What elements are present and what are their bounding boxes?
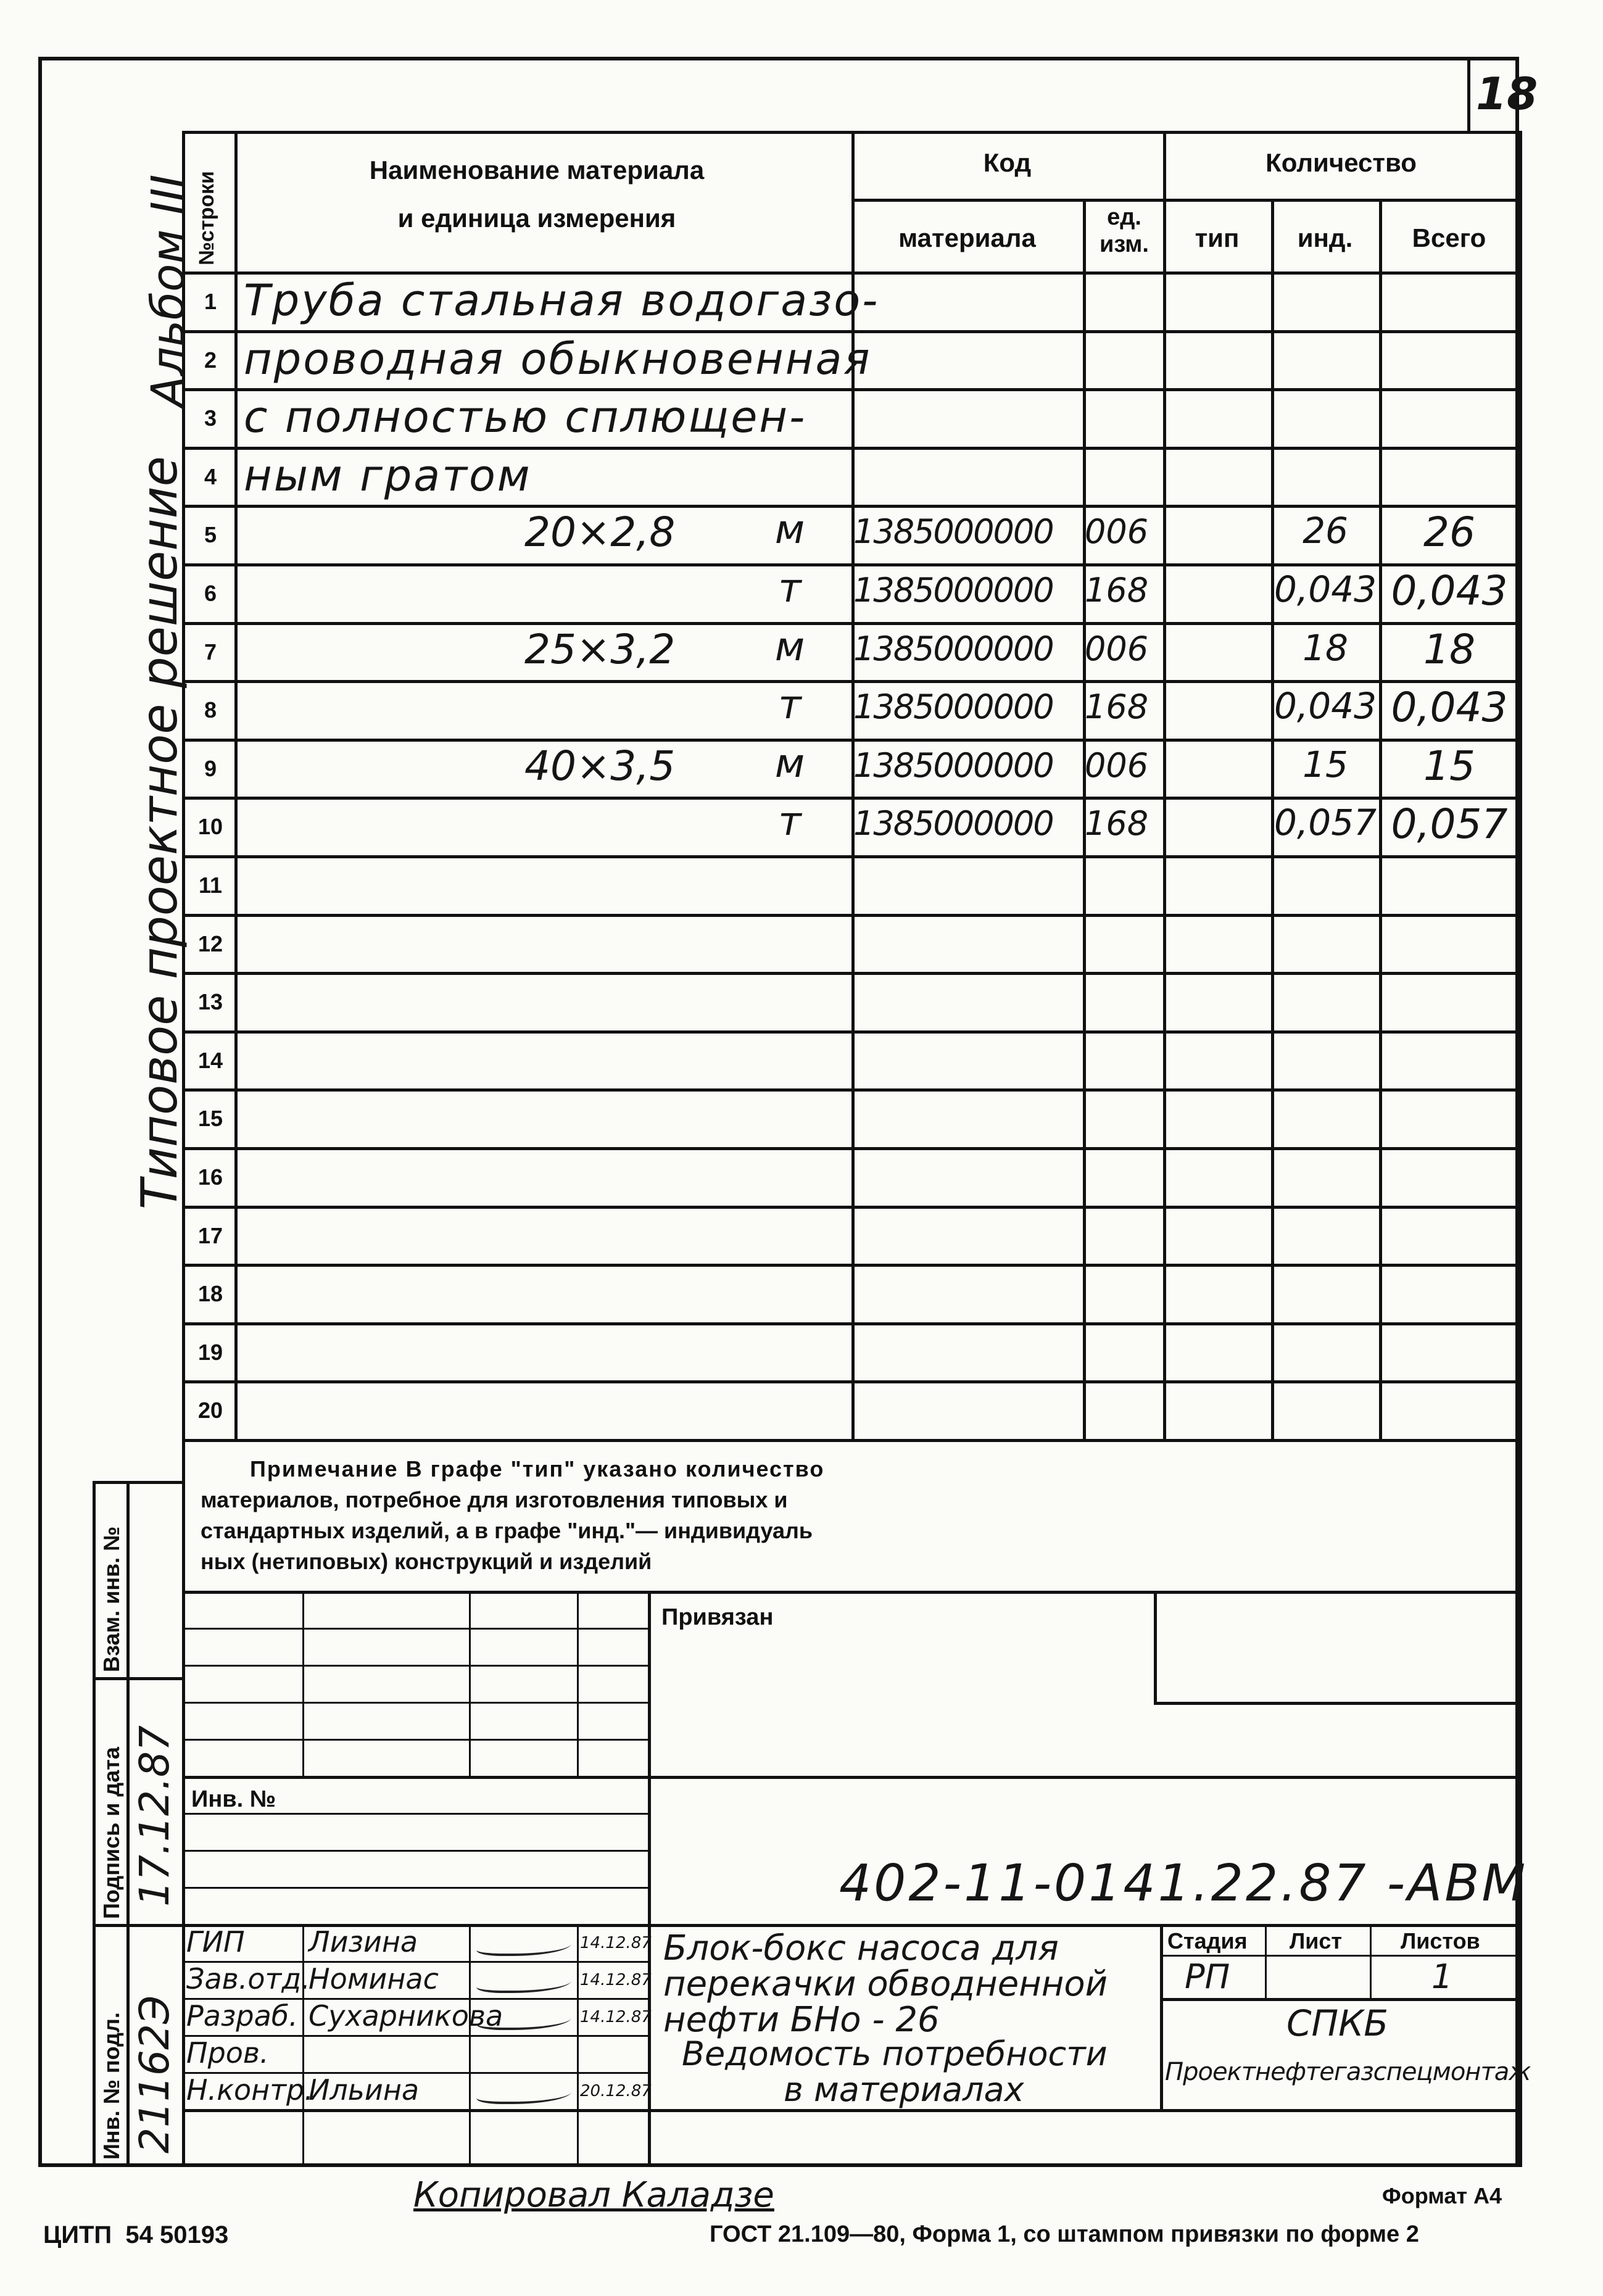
row-qty-total: 0,043 — [1391, 684, 1508, 732]
row-number: 12 — [197, 930, 223, 956]
stage-header: Стадия — [1167, 1928, 1248, 1954]
row-unit-code: 006 — [1085, 512, 1149, 552]
row-qty-total: 0,043 — [1391, 567, 1508, 615]
row-qty-ind: 0,043 — [1274, 685, 1377, 727]
row-line — [182, 797, 1519, 800]
table-bottom-line — [182, 1439, 1519, 1442]
col-line-unit — [1163, 131, 1166, 1439]
row-number: 20 — [197, 1398, 223, 1424]
row-unit-text: т — [778, 682, 802, 729]
title-line-5: в материалах — [784, 2070, 1024, 2109]
row-name: Труба стальная водогазо- — [244, 275, 880, 326]
vzam-inv-label: Взам. инв. № — [99, 1526, 124, 1672]
row-number: 15 — [197, 1106, 223, 1132]
sheet-header: Лист — [1290, 1928, 1343, 1954]
row-number: 8 — [204, 697, 217, 723]
row-number: 10 — [197, 814, 223, 840]
row-material-code: 1385000000 — [853, 629, 1053, 668]
row-line — [182, 914, 1519, 917]
row-unit-text: т — [778, 799, 802, 845]
row-line — [182, 563, 1519, 566]
note-line-1: Примечание В графе "тип" указано количество — [250, 1456, 825, 1482]
sheet-number: 18 — [1476, 68, 1538, 120]
sig-name: Сухарникова — [309, 1999, 503, 2033]
row-unit-text: т — [778, 566, 802, 611]
row-number: 7 — [204, 639, 217, 665]
row-line — [182, 1030, 1519, 1034]
sig-date: 14.12.87 — [580, 2008, 652, 2026]
row-unit-text: м — [774, 507, 805, 553]
sig-role: ГИП — [186, 1925, 245, 1958]
row-line — [182, 1147, 1519, 1150]
row-line — [182, 1264, 1519, 1267]
stage-col-2 — [1265, 1924, 1267, 1998]
stage-col-3 — [1370, 1924, 1372, 1998]
header-quantity: Количество — [1265, 148, 1417, 177]
row-qty-total: 15 — [1423, 742, 1475, 790]
side-stamp-h1 — [93, 1481, 182, 1484]
row-number: 14 — [197, 1047, 223, 1073]
sig-name: Номинас — [309, 1962, 439, 1996]
row-line — [182, 1088, 1519, 1092]
row-line — [182, 388, 1519, 391]
title-line-1: Блок-бокс насоса для — [663, 1928, 1059, 1968]
row-line — [182, 330, 1519, 333]
row-number: 1 — [204, 289, 217, 314]
row-number: 6 — [204, 581, 217, 606]
row-line — [182, 972, 1519, 975]
title-line-2: перекачки обводненной — [663, 1964, 1108, 2004]
row-line — [182, 447, 1519, 450]
sig-name: Лизина — [309, 1925, 418, 1958]
inv-no-label: Инв. № — [191, 1786, 276, 1812]
row-number: 18 — [197, 1281, 223, 1307]
row-line — [182, 1206, 1519, 1209]
row-line — [182, 505, 1519, 508]
stamp-v2 — [469, 1591, 471, 1776]
col-line-name — [851, 131, 855, 1439]
stamp-v4 — [648, 1591, 651, 2167]
row-dimensions: 20×2,8 — [524, 508, 676, 557]
stage-col-left — [1160, 1924, 1163, 2109]
sheets-value: 1 — [1431, 1957, 1453, 1996]
stage-value: РП — [1185, 1957, 1230, 1996]
inv-podl-value: 21162Э — [131, 1995, 178, 2153]
note-line-3: стандартных изделий, а в графе "инд."— индивидуаль — [201, 1518, 813, 1543]
copied-by: Копировал Каладзе — [413, 2175, 774, 2215]
stamp-h3 — [182, 1702, 648, 1704]
header-material: материала — [898, 223, 1036, 252]
header-code: Код — [983, 148, 1032, 177]
row-material-code: 1385000000 — [853, 687, 1053, 727]
table-top-line — [182, 131, 1519, 134]
row-qty-total: 18 — [1423, 625, 1475, 673]
row-name: с полностью сплющен- — [244, 392, 807, 443]
row-number: 16 — [197, 1164, 223, 1190]
inv-podl-label: Инв. № подл. — [99, 2012, 124, 2160]
side-stamp-outer — [93, 1481, 96, 2167]
sig-role: Пров. — [186, 2036, 269, 2070]
row-name: ным гратом — [244, 450, 532, 501]
stamp-v5 — [1154, 1591, 1157, 1702]
date-value: 17.12.87 — [131, 1725, 178, 1907]
row-line — [182, 680, 1519, 683]
stamp-v1 — [302, 1591, 304, 1776]
document-code: 402-11-0141.22.87 -АВМ — [839, 1854, 1528, 1913]
album-label: Альбом III — [142, 174, 195, 407]
row-unit-code: 168 — [1085, 571, 1149, 610]
org-name: СПКБ — [1286, 2002, 1389, 2044]
row-number: 4 — [204, 463, 217, 489]
row-number: 9 — [204, 755, 217, 781]
sig-date: 20.12.87 — [580, 2082, 652, 2100]
row-line — [182, 1322, 1519, 1325]
stamp-v3 — [577, 1591, 579, 1776]
sig-bottom — [182, 2109, 1519, 2112]
row-qty-total: 0,057 — [1391, 800, 1508, 848]
stamp-h5 — [182, 1776, 1519, 1779]
row-material-code: 1385000000 — [853, 745, 1053, 785]
header-bottom-line — [182, 271, 1519, 275]
stamp-h8 — [182, 1887, 648, 1889]
row-material-code: 1385000000 — [853, 512, 1053, 552]
row-unit-text: м — [774, 740, 805, 787]
side-stamp-h3 — [93, 1924, 182, 1927]
sheets-header: Листов — [1401, 1928, 1480, 1954]
header-name: Наименование материала — [369, 155, 705, 184]
row-number: 2 — [204, 347, 217, 373]
row-number: 19 — [197, 1339, 223, 1365]
row-unit-text: м — [774, 624, 805, 670]
row-unit-code: 168 — [1085, 804, 1149, 843]
org-name-2: Проектнефтегазспецмонтаж — [1165, 2058, 1531, 2086]
format-label: Формат А4 — [1382, 2183, 1502, 2208]
row-line — [182, 855, 1519, 858]
stamp-privyazan-bottom — [1154, 1702, 1519, 1705]
row-material-code: 1385000000 — [853, 804, 1053, 843]
footer-left: ЦИТП 54 50193 — [43, 2221, 229, 2248]
stamp-top-line — [182, 1591, 1519, 1594]
stamp-h4 — [182, 1739, 648, 1741]
sheet-number-divider — [1467, 57, 1470, 131]
row-dimensions: 40×3,5 — [524, 742, 676, 790]
header-type: тип — [1195, 223, 1240, 252]
sig-role: Разраб. — [186, 1999, 298, 2033]
note-line-2: материалов, потребное для изготовления типовых и — [201, 1487, 788, 1512]
footer-gost: ГОСТ 21.109—80, Форма 1, со штампом привязки по форме 2 — [710, 2221, 1419, 2247]
stage-h1 — [1160, 1955, 1519, 1957]
row-name: проводная обыкновенная — [244, 333, 872, 384]
row-qty-ind: 0,057 — [1274, 802, 1377, 844]
row-line — [182, 739, 1519, 742]
row-unit-code: 168 — [1085, 687, 1149, 727]
sig-name: Ильина — [309, 2073, 420, 2107]
sig-date: 14.12.87 — [580, 1971, 652, 1989]
row-unit-code: 006 — [1085, 629, 1149, 668]
title-line-3: нефти БНо - 26 — [663, 2000, 940, 2040]
row-unit-code: 006 — [1085, 745, 1149, 785]
title-line-4: Ведомость потребности — [682, 2034, 1108, 2073]
header-name-2: и единица измерения — [397, 204, 676, 233]
solution-label: Типовое проектное решение — [131, 456, 188, 1209]
header-mid-line — [851, 199, 1519, 202]
row-line — [182, 1380, 1519, 1383]
stage-h2 — [1160, 1998, 1519, 2001]
header-total: Всего — [1412, 223, 1486, 252]
row-number: 11 — [198, 872, 223, 898]
row-qty-ind: 26 — [1303, 510, 1348, 552]
stamp-h1 — [182, 1628, 648, 1630]
row-number: 5 — [204, 522, 217, 548]
privyazan-label: Привязан — [661, 1604, 774, 1630]
side-stamp-v — [126, 1481, 130, 2167]
row-number: 17 — [197, 1222, 223, 1248]
row-dimensions: 25×3,2 — [524, 625, 676, 673]
row-qty-ind: 15 — [1303, 743, 1348, 785]
row-number: 3 — [204, 405, 217, 431]
row-qty-total: 26 — [1423, 508, 1475, 557]
row-material-code: 1385000000 — [853, 571, 1053, 610]
side-stamp-h2 — [93, 1677, 182, 1680]
col-line-rowno — [234, 131, 238, 1439]
podpis-data-label: Подпись и дата — [99, 1747, 124, 1919]
header-row-no: №строки — [195, 171, 218, 265]
note-line-4: ных (нетиповых) конструкций и изделий — [201, 1549, 652, 1574]
row-number: 13 — [197, 989, 223, 1015]
row-qty-ind: 0,043 — [1274, 568, 1377, 610]
stamp-h6 — [182, 1813, 648, 1815]
sig-date: 14.12.87 — [580, 1934, 652, 1952]
header-unit: ед. изм. — [1100, 204, 1149, 257]
sig-role: Н.контр. — [186, 2073, 313, 2107]
stamp-h2 — [182, 1665, 648, 1667]
row-line — [182, 622, 1519, 625]
stamp-h7 — [182, 1850, 648, 1852]
sig-role: Зав.отд. — [186, 1962, 310, 1996]
header-ind: инд. — [1297, 223, 1353, 252]
row-qty-ind: 18 — [1303, 626, 1348, 669]
